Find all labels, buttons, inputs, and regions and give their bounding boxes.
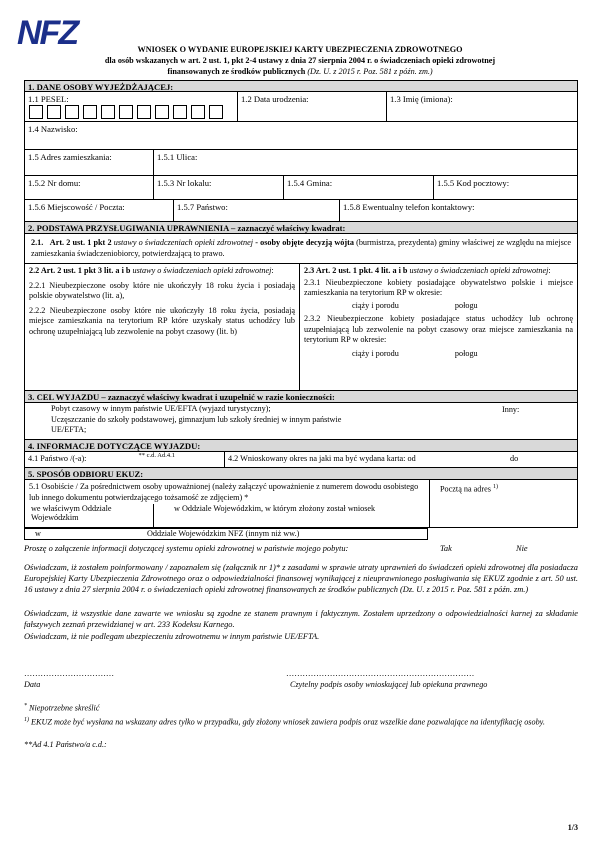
checkbox-row [304, 301, 573, 312]
nfz-logo: NFZ [17, 14, 78, 52]
pesel-digit-box[interactable] [65, 105, 79, 119]
section-2-header: 2. PODSTAWA PRZYSŁUGIWANIA UPRAWNIENIA – zaznaczyć właściwy kwadrat: [24, 222, 578, 234]
form-subtitle-1: dla osób wskazanych w art. 2 ust. 1, pkt 2-4 ustawy z dnia 27 sierpnia 2004 r. o świadczeniach opieki zdrowotnej [104, 56, 496, 65]
yes-option[interactable]: Tak [440, 544, 452, 553]
info-request-line: Proszę o załączenie informacji dotyczącej systemu opieki zdrowotnej w państwie mojego pobytu: Tak Nie [24, 544, 528, 553]
section-4-header: 4. INFORMACJE DOTYCZĄCE WYJAZDU: [24, 440, 578, 452]
section-5-header: 5. SPOSÓB ODBIORU EKUZ: [24, 468, 578, 480]
row-house [24, 176, 578, 200]
row-city [24, 200, 578, 222]
row-travel-info [24, 452, 578, 468]
signature-line[interactable]: …………………………………………………………… [286, 669, 475, 678]
form-title: WNIOSEK O WYDANIE EUROPEJSKIEJ KARTY UBEZPIECZENIA ZDROWOTNEGO [137, 45, 463, 54]
pesel-digit-box[interactable] [155, 105, 169, 119]
postpartum-checkbox[interactable]: połogu [454, 300, 478, 310]
option-2-3-1[interactable]: 2.3.1 Nieubezpieczone kobiety posiadające obywatelstwo polskie i miejsce zamieszkania na terytorium RP w okresie: [304, 277, 573, 297]
footnote-3: **Ad 4.1 Państwo/a c.d.: [24, 740, 107, 749]
pesel-digit-box[interactable] [191, 105, 205, 119]
date-label: Data [24, 680, 41, 689]
postpartum-checkbox[interactable]: połogu [454, 348, 478, 358]
pickup-personal-option[interactable]: 5.1 Osobiście / Za pośrednictwem osoby upoważnionej (należy załączyć upoważnienie z numerem dowodu osobistego lub innego dokumentu potwierdzającego tożsamość ze zdjęciem) * [29, 482, 419, 502]
statement-1: Oświadczam, iż zostałem poinformowany / zapoznałem się (załącznik nr 1)* z zasadami w sprawie utraty uprawnień do świadczeń opieki zdrowotnej dla posiadacza Europejskiej Karty Ubezpieczenia Zdrowotnego oraz o odpowiedzialności finansowej wynikającej z nieuprawnionego posługiwania się EKUZ zgodnie z art. 50 ust. 16 ustawy z dnia 27 sierpnia 2004 r. o świadczeniach opieki zdrowotnej finansowanych ze środków publicznych (Dz. U. z 2015 r. Poz. 581 z późn. zm.) [24, 563, 578, 594]
row-pesel [24, 92, 578, 122]
office-other-option[interactable]: w Oddziale Wojewódzkim NFZ (innym niż ww.) [24, 528, 428, 540]
row-2-2-2-3 [24, 264, 578, 391]
office-own-option[interactable]: we właściwym Oddziale Wojewódzkim [24, 504, 154, 528]
footnote-2: $^{1)}$ EKUZ może być wysłana na wskazany adres tylko w przypadku, gdy złożony wniosek zawiera podpis oraz wszelkie dane pozwalające na identyfikację osoby. [24, 717, 545, 727]
application-form [24, 80, 578, 528]
country-field[interactable]: 1.5.7 Państwo: [173, 200, 339, 221]
city-field[interactable]: 1.5.6 Miejscowość / Poczta: [28, 202, 125, 212]
commune-field[interactable]: 1.5.4 Gmina: [283, 176, 433, 199]
section-1-header: 1. DANE OSOBY WYJEŻDŻAJĄCEJ: [24, 80, 578, 92]
postcode-field[interactable]: 1.5.5 Kod pocztowy: [433, 176, 577, 199]
purpose-other-field[interactable]: Inny: [502, 405, 520, 414]
pesel-field[interactable]: 1.1 PESEL: [25, 92, 237, 121]
office-submitted-option[interactable]: w Oddziale Wojewódzkim, w którym złożony został wniosek [174, 504, 376, 513]
footnote-1: * Niepotrzebne skreślić [24, 703, 100, 713]
pesel-digit-box[interactable] [101, 105, 115, 119]
option-2-3-2[interactable]: 2.3.2 Nieubezpieczone kobiety posiadające status uchodźcy lub ochronę uzupełniającą lub zezwolenie na pobyt czasowy oraz miejsce zamieszkania na terytorium RP w okresie: [304, 314, 573, 344]
row-address [24, 150, 578, 176]
pesel-digit-box[interactable] [119, 105, 133, 119]
surname-field[interactable]: 1.4 Nazwisko: [28, 124, 78, 134]
option-2-3: 2.3 Art. 2 ust. 1 pkt. 4 lit. a i b ustawy o świadczeniach opieki zdrowotnej: 2.3.1 Nieubezpieczone kobiety posiadające obywatelstwo polskie i miejsce zamieszkania na terytorium RP w okresie: ciąży i porodu połogu 2.3.2 Nieubezpieczone kobiety posiadające status uchodźcy lub ochronę uzupełniającą lub zezwolenie na pobyt czasowy oraz miejsce zamieszkania na terytorium RP w okresie: ciąży i porodu połogu [299, 264, 577, 390]
section-3-header: 3. CEL WYJAZDU – zaznaczyć właściwy kwadrat i uzupełnić w razie konieczności: [24, 391, 578, 403]
option-2-2-1[interactable]: 2.2.1 Nieubezpieczone osoby które nie ukończyły 18 roku życia i posiadają polskie obywatelstwo (lit. a), [29, 280, 295, 300]
row-purpose [24, 403, 578, 440]
pesel-digit-box[interactable] [173, 105, 187, 119]
pesel-digit-box[interactable] [47, 105, 61, 119]
pesel-digit-box[interactable] [137, 105, 151, 119]
purpose-school-option[interactable]: Uczęszczanie do szkoły podstawowej, gimnazjum lub szkoły średniej w innym państwie UE/EFTA; [51, 414, 342, 434]
purpose-options [25, 403, 355, 439]
card-period-field[interactable]: 4.2 Wnioskowany okres na jaki ma być wydana karta: od do [224, 452, 577, 467]
pregnancy-checkbox[interactable]: ciąży i porodu [352, 348, 399, 358]
first-names-field[interactable]: 1.3 Imię (imiona): [386, 92, 577, 121]
statement-2: Oświadczam, iż wszystkie dane zawarte we wniosku są zgodne ze stanem prawnym i faktycznym. Zostałem uprzedzony o odpowiedzialności karnej za składanie fałszywych zeznań przewidzianej w art. 233 Kodeksu Karnego. [24, 609, 578, 629]
phone-field[interactable]: 1.5.8 Ewentualny telefon kontaktowy: [339, 200, 577, 221]
form-subtitle-2: finansowanych ze środków publicznych (Dz. U. z 2015 r. Poz. 581 z późn. zm.) [167, 67, 433, 76]
row-surname [24, 122, 578, 150]
address-label: 1.5 Adres zamieszkania: [28, 152, 112, 162]
option-2-2-2[interactable]: 2.2.2 Nieubezpieczone osoby które nie ukończyły 18 roku życia, posiadają miejsce zamieszkania na terytorium RP które uzyskały status uchodźcy lub ochronę uzupełniającą lub zezwolenie na pobyt czasowy (lit. b) [29, 305, 295, 336]
statement-3: Oświadczam, iż nie podlegam ubezpieczeniu zdrowotnemu w innym państwie UE/EFTA. [24, 632, 320, 641]
date-line[interactable]: …………………………… [24, 669, 115, 678]
continuation-note: ** c.d. Ad.4.1 [138, 452, 175, 459]
pregnancy-checkbox[interactable]: ciąży i porodu [352, 300, 399, 310]
purpose-tourism-option[interactable]: Pobyt czasowy w innym państwie UE/EFTA (wyjazd turystyczny); [51, 404, 271, 413]
flat-number-field[interactable]: 1.5.3 Nr lokalu: [153, 176, 283, 199]
pesel-digit-box[interactable] [29, 105, 43, 119]
signature-label: Czytelny podpis osoby wnioskującej lub opiekuna prawnego [290, 680, 488, 689]
street-field[interactable]: 1.5.1 Ulica: [153, 150, 577, 175]
destination-country-field[interactable]: 4.1 Państwo /(-a): ** c.d. Ad.4.1 [28, 452, 175, 463]
no-option[interactable]: Nie [516, 544, 528, 553]
option-2-1[interactable]: 2.1. Art. 2 ust. 1 pkt 2 ustawy o świadczeniach opieki zdrowotnej - osoby objęte decyzją wójta (burmistrza, prezydenta) gminy właściwej ze względu na miejsce zamieszkania świadczeniobiorcy, potwierdzającą to prawo. [24, 234, 578, 264]
house-number-field[interactable]: 1.5.2 Nr domu: [28, 178, 81, 188]
pesel-digit-box[interactable] [209, 105, 223, 119]
birth-date-field[interactable]: 1.2 Data urodzenia: [237, 92, 386, 121]
pickup-post-option[interactable]: Pocztą na adres $^{1)}$ [429, 480, 577, 527]
pesel-digit-box[interactable] [83, 105, 97, 119]
checkbox-row [304, 349, 573, 360]
page-number: 1/3 [567, 823, 578, 832]
option-2-2: 2.2 Art. 2 ust. 1 pkt 3 lit. a i b ustawy o świadczeniach opieki zdrowotnej: 2.2.1 Nieubezpieczone osoby które nie ukończyły 18 roku życia i posiadają polskie obywatelstwo (lit. a), 2.2.2 Nieubezpieczone osoby które nie ukończyły 18 roku życia, posiadają miejsce zamieszkania na terytorium RP które uzyskały status uchodźcy lub ochronę uzupełniającą lub zezwolenie na pobyt czasowy (lit. b) [29, 266, 295, 336]
